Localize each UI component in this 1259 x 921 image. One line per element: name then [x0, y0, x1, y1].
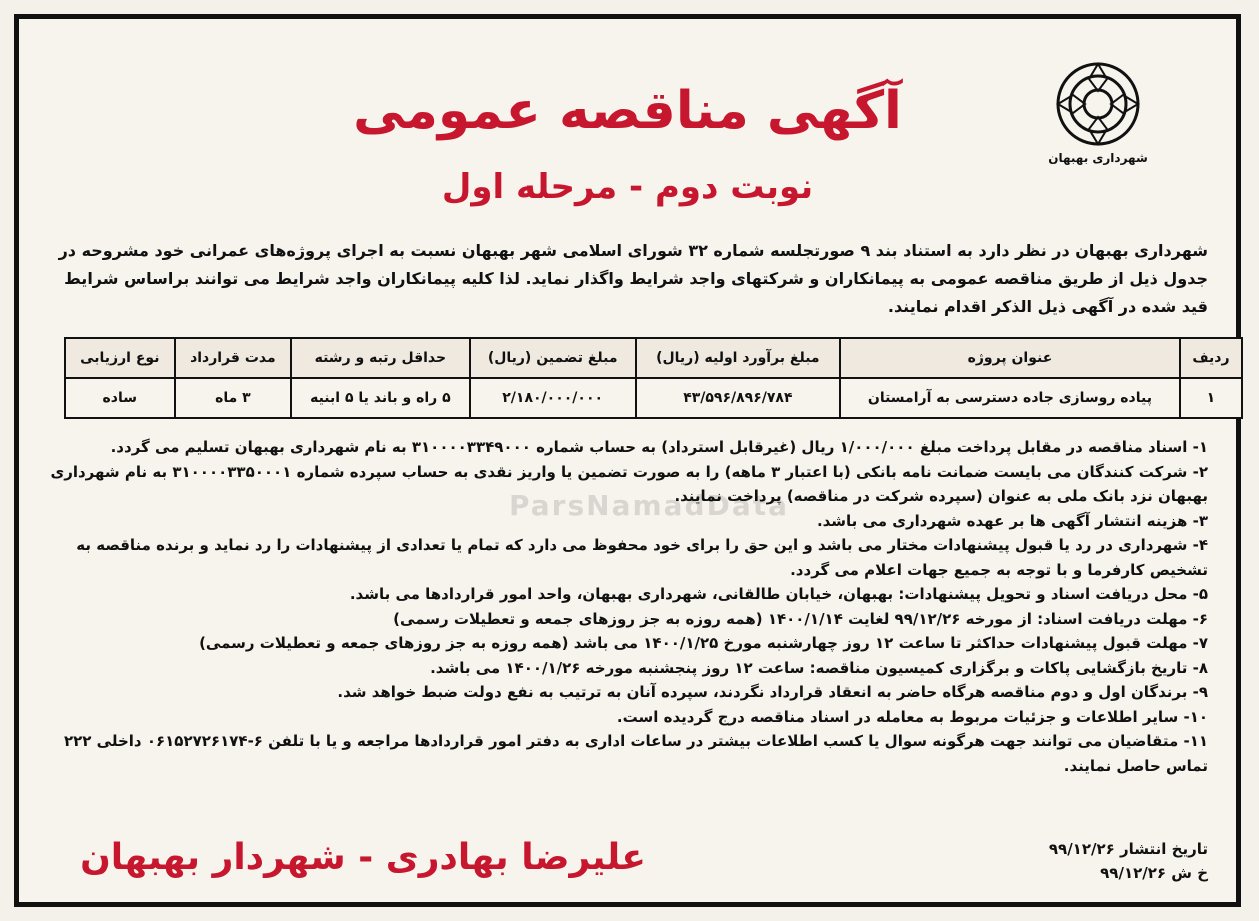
condition-item: ۱۰- سایر اطلاعات و جزئیات مربوط به معامله در اسناد مناقصه درج گردیده است. [616, 707, 1208, 726]
table-header-row [65, 338, 1242, 378]
publish-code: خ ش ۹۹/۱۲/۲۶ [1100, 864, 1208, 882]
condition-item: ۱- اسناد مناقصه در مقابل پرداخت مبلغ ۱/۰۰۰/۰۰۰ ریال (غیرقابل استرداد) به حساب شماره ۳۱۰۰۰۰۳۳۴۹۰۰۰ به نام شهرداری بهبهان تسلیم می گردد. [110, 438, 1208, 456]
ad-frame [14, 14, 1241, 907]
header-row-number: ردیف [1180, 338, 1242, 378]
condition-item: ۴- شهرداری در رد یا قبول پیشنهادات مختار می باشد و این حق را برای خود محفوظ می دارد که تمام یا تعدادی از پیشنهادات را رد نماید و برنده مناقصه به تشخیص کارفرما و با توجه به جمیع جهات اعلام می گردد. [76, 536, 1208, 579]
publish-dates [1049, 837, 1208, 885]
cell-row-number: ۱ [1180, 378, 1242, 418]
cell-min-rank: ۵ راه و باند یا ۵ ابنیه [291, 378, 469, 418]
publish-date: تاریخ انتشار ۹۹/۱۲/۲۶ [1048, 840, 1208, 858]
header-guarantee: مبلغ تضمین (ریال) [470, 338, 636, 378]
watermark: ParsNamadData [509, 489, 789, 522]
condition-item: ۵- محل دریافت اسناد و تحویل پیشنهادات: بهبهان، خیابان طالقانی، شهرداری بهبهان، واحد امور قراردادها می باشد. [349, 585, 1208, 603]
condition-item: ۱۱- متقاضیان می توانند جهت هرگونه سوال یا کسب اطلاعات بیشتر در ساعات اداری به دفتر امور قراردادها مراجعه و یا با تلفن ۶-۰۶۱۵۲۷۲۶۱۷۴ داخلی ۲۲۲ تماس حاصل نمایند. [63, 732, 1208, 775]
ad-subtitle: نوبت دوم - مرحله اول [441, 167, 814, 207]
condition-item: ۸- تاریخ بازگشایی پاکات و برگزاری کمیسیون مناقصه: ساعت ۱۲ روز پنجشنبه مورخه ۱۴۰۰/۱/۲۶ می باشد. [430, 658, 1208, 677]
table-row [65, 378, 1242, 418]
projects-table [64, 337, 1243, 419]
header-project-title: عنوان پروژه [840, 338, 1180, 378]
intro-paragraph: شهرداری بهبهان در نظر دارد به استناد بند ۹ صورتجلسه شماره ۳۲ شورای اسلامی شهر بهبهان نسبت به اجرای پروژه‌های عمرانی خود مشروحه در جدول ذیل از طریق مناقصه عمومی به پیمانکاران و شرکتهای واجد شرایط واگذار نماید. لذا کلیه پیمانکاران واجد شرایط می توانند براساس شرایط قید شده در آگهی ذیل الذکر اقدام نمایند. [58, 241, 1208, 316]
cell-estimate: ۴۳/۵۹۶/۸۹۶/۷۸۴ [636, 378, 840, 418]
conditions-list [47, 435, 1208, 778]
condition-item: ۳- هزینه انتشار آگهی ها بر عهده شهرداری می باشد. [816, 511, 1208, 530]
ad-title: آگهی مناقصه عمومی [353, 81, 902, 141]
header-duration: مدت قرارداد [175, 338, 292, 378]
header-min-rank: حداقل رتبه و رشته [291, 338, 469, 378]
header-evaluation: نوع ارزیابی [65, 338, 175, 378]
cell-guarantee: ۲/۱۸۰/۰۰۰/۰۰۰ [470, 378, 636, 418]
condition-item: ۲- شرکت کنندگان می بایست ضمانت نامه بانکی (با اعتبار ۳ ماهه) را به صورت تضمین یا واریز نقدی به حساب سپرده شماره ۳۱۰۰۰۰۳۳۵۰۰۰۱ به نام شهرداری بهبهان نزد بانک ملی به عنوان (سپرده شرکت در مناقصه) پرداخت نمایند. [50, 462, 1208, 505]
header-estimate: مبلغ برآورد اولیه (ریال) [636, 338, 840, 378]
condition-item: ۹- برندگان اول و دوم مناقصه هرگاه حاضر به انعقاد قرارداد نگردند، سپرده آنان به ترتیب به نفع دولت ضبط خواهد شد. [337, 683, 1208, 701]
condition-item: ۷- مهلت قبول پیشنهادات حداکثر تا ساعت ۱۲ روز چهارشنبه مورخ ۱۴۰۰/۱/۲۵ می باشد (همه روزه به جز روزهای جمعه و تعطیلات رسمی) [199, 634, 1208, 652]
condition-item: ۶- مهلت دریافت اسناد: از مورخه ۹۹/۱۲/۲۶ لغایت ۱۴۰۰/۱/۱۴ (همه روزه به جز روزهای جمعه و تعطیلات رسمی) [393, 609, 1208, 628]
cell-project-title: پیاده روسازی جاده دسترسی به آرامستان [840, 378, 1180, 418]
cell-duration: ۳ ماه [175, 378, 292, 418]
logo-caption: شهرداری بهبهان [1048, 151, 1148, 165]
cell-evaluation: ساده [65, 378, 175, 418]
signature: علیرضا بهادری - شهردار بهبهان [80, 837, 646, 878]
